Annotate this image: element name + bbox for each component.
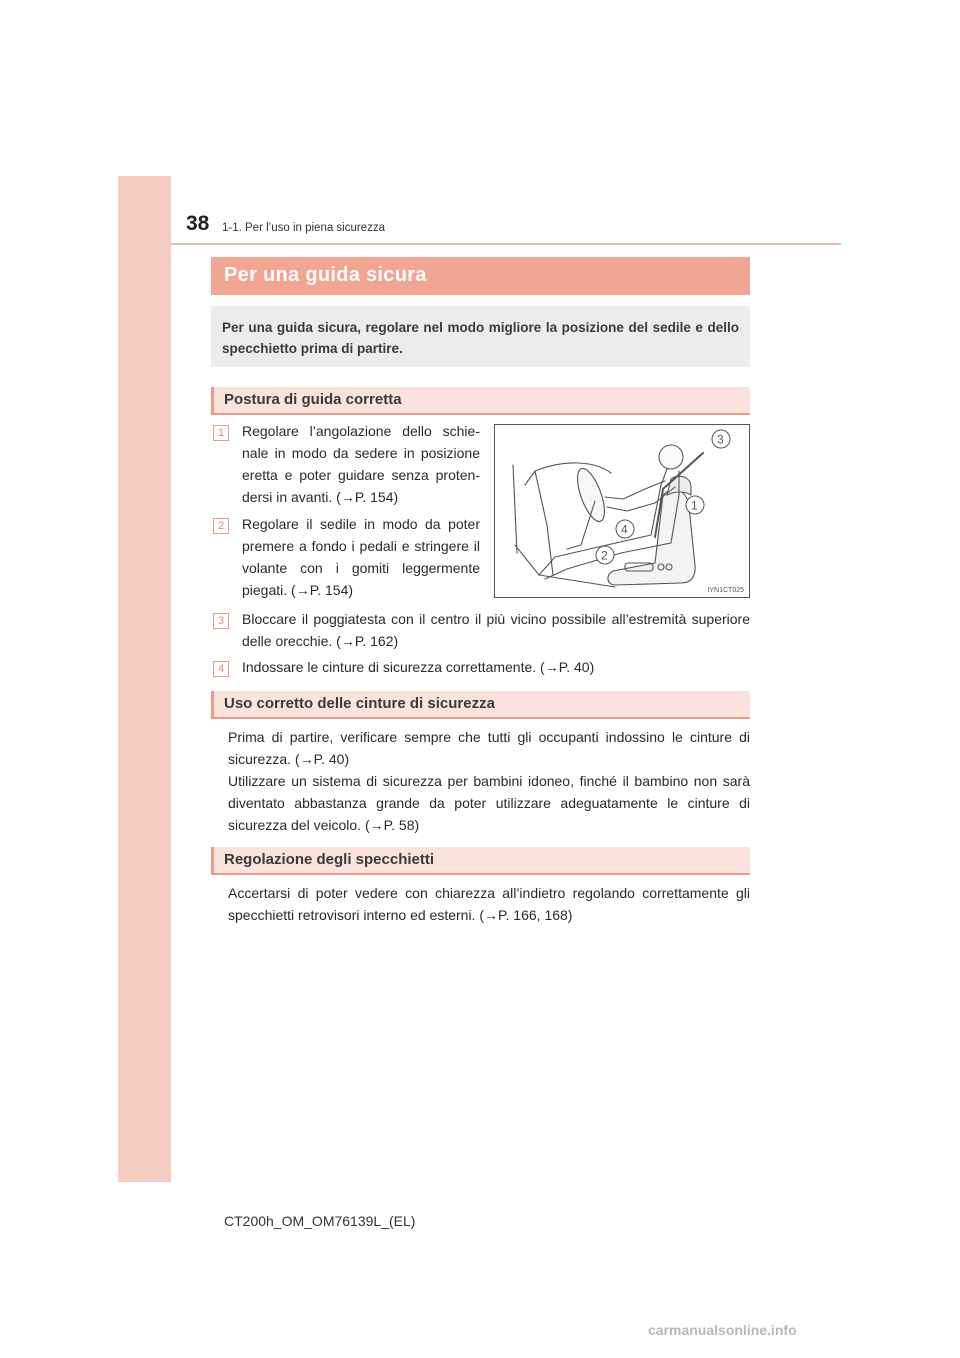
watermark-text: carmanualsonline.info [648, 1322, 797, 1338]
figure-code: IYN1CT025 [707, 587, 744, 594]
section-title: Per una guida sicura [224, 264, 427, 286]
item-number-2: 2 [213, 518, 229, 534]
header-divider [171, 243, 841, 245]
section-title-bar [211, 257, 750, 295]
seatbelt-heading-bar [211, 691, 750, 719]
item-number-1: 1 [213, 425, 229, 441]
seatbelt-paragraph-2: Utilizzare un sistema di sicurezza per bambini idoneo, finché il bambino non sarà diventato abbastanza grande da poter utilizzare adeguatamente le cinture di sicurezza del veicolo. (→P. 58) [228, 773, 750, 833]
callout-3: 3 [717, 432, 724, 447]
page-number: 38 [186, 212, 210, 235]
callout-1: 1 [691, 498, 698, 513]
posture-item-4-text: Indossare le cinture di sicurezza correttamente. (→P. 40) [242, 659, 595, 675]
mirrors-text: Accertarsi di poter vedere con chiarezza all’indietro regolando correttamente gli specchietti retrovisori interno ed esterni. (→P. 166, 168) [228, 885, 750, 923]
posture-item-1-text: Regolare l’angolazione dello schienale in modo da sedere in posizione eretta e poter guidare senza protendersi in avanti. (→P. 154) [242, 423, 480, 505]
chapter-sidebar-tab [118, 176, 171, 1182]
item-number-3: 3 [213, 613, 229, 629]
mirrors-heading-bar [211, 847, 750, 875]
item-number-4: 4 [213, 661, 229, 677]
driving-posture-figure [494, 424, 750, 598]
callout-2: 2 [601, 548, 608, 563]
driving-posture-illustration [495, 425, 749, 597]
intro-text: Per una guida sicura, regolare nel modo migliore la posizione del sedile e dello specchietto prima di partire. [222, 320, 739, 356]
intro-box [211, 306, 750, 367]
posture-heading: Postura di guida corretta [224, 391, 402, 408]
posture-item-3-text: Bloccare il poggiatesta con il centro il più vicino possibile all’estremità superiore delle orecchie. (→P. 162) [242, 611, 750, 649]
chapter-label: 1-1. Per l’uso in piena sicurezza [222, 222, 385, 234]
mirrors-heading: Regolazione degli specchietti [224, 851, 435, 868]
seatbelt-heading: Uso corretto delle cinture di sicurezza [224, 695, 495, 712]
callout-4: 4 [621, 522, 628, 537]
seatbelt-paragraph-1: Prima di partire, verificare sempre che tutti gli occupanti indossino le cinture di sicurezza. (→P. 40) [228, 729, 750, 767]
document-code: CT200h_OM_OM76139L_(EL) [224, 1213, 416, 1229]
posture-item-2-text: Regolare il sedile in modo da poter premere a fondo i pedali e stringere il volante con i gomiti leggermente piegati. (→P. 154) [242, 516, 480, 598]
posture-heading-bar [211, 387, 750, 415]
